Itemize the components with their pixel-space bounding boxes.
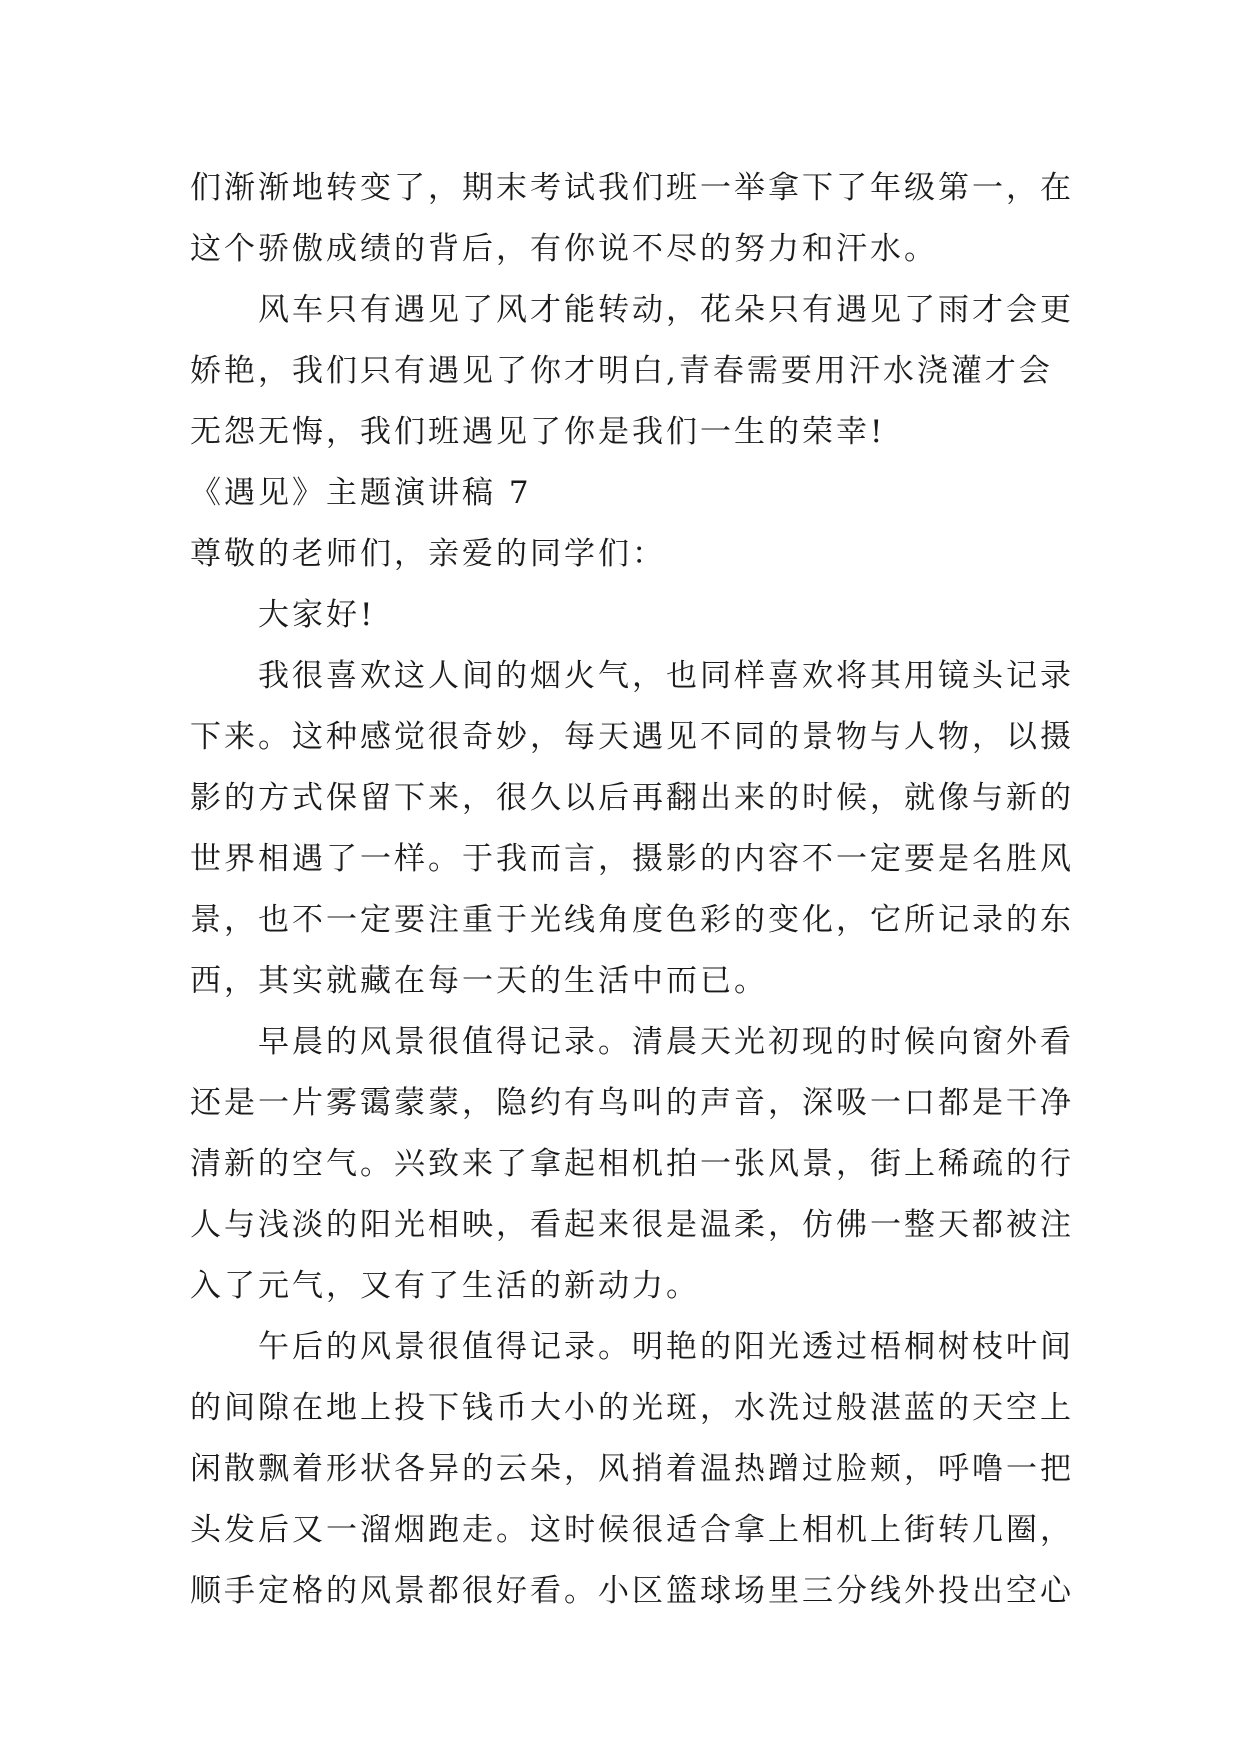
text-line: 下来。这种感觉很奇妙，每天遇见不同的景物与人物，以摄	[190, 719, 1074, 755]
text-line: 影的方式保留下来，很久以后再翻出来的时候，就像与新的	[190, 780, 1074, 816]
salutation: 尊敬的老师们，亲爱的同学们：	[190, 536, 666, 572]
text-line: 世界相遇了一样。于我而言，摄影的内容不一定要是名胜风	[190, 841, 1074, 877]
greeting: 大家好!	[258, 597, 376, 633]
paragraph-start-line: 午后的风景很值得记录。明艳的阳光透过梧桐树枝叶间	[258, 1329, 1074, 1365]
text-line: 的间隙在地上投下钱币大小的光斑，水洗过般湛蓝的天空上	[190, 1390, 1074, 1426]
text-line: 西，其实就藏在每一天的生活中而已。	[190, 963, 768, 999]
text-line: 景，也不一定要注重于光线角度色彩的变化，它所记录的东	[190, 902, 1074, 938]
text-line: 还是一片雾霭蒙蒙，隐约有鸟叫的声音，深吸一口都是干净	[190, 1085, 1074, 1121]
text-line: 无怨无悔，我们班遇见了你是我们一生的荣幸!	[190, 414, 886, 450]
paragraph-start-line: 早晨的风景很值得记录。清晨天光初现的时候向窗外看	[258, 1024, 1074, 1060]
text-line: 闲散飘着形状各异的云朵，风捎着温热蹭过脸颊，呼噜一把	[190, 1451, 1074, 1487]
document-body	[190, 158, 1074, 1622]
section-title: 《遇见》主题演讲稿 7	[190, 475, 532, 511]
text-line: 头发后又一溜烟跑走。这时候很适合拿上相机上街转几圈，	[190, 1512, 1074, 1548]
text-line: 顺手定格的风景都很好看。小区篮球场里三分线外投出空心	[190, 1573, 1074, 1609]
text-line: 娇艳，我们只有遇见了你才明白,青春需要用汗水浇灌才会	[190, 353, 1053, 389]
text-line: 清新的空气。兴致来了拿起相机拍一张风景，街上稀疏的行	[190, 1146, 1074, 1182]
paragraph-start-line: 我很喜欢这人间的烟火气，也同样喜欢将其用镜头记录	[258, 658, 1074, 694]
text-line: 人与浅淡的阳光相映，看起来很是温柔，仿佛一整天都被注	[190, 1207, 1074, 1243]
text-line: 入了元气，又有了生活的新动力。	[190, 1268, 700, 1304]
text-line: 们渐渐地转变了，期末考试我们班一举拿下了年级第一，在	[190, 170, 1074, 206]
paragraph-start-line: 风车只有遇见了风才能转动，花朵只有遇见了雨才会更	[258, 292, 1074, 328]
text-line: 这个骄傲成绩的背后，有你说不尽的努力和汗水。	[190, 231, 938, 267]
